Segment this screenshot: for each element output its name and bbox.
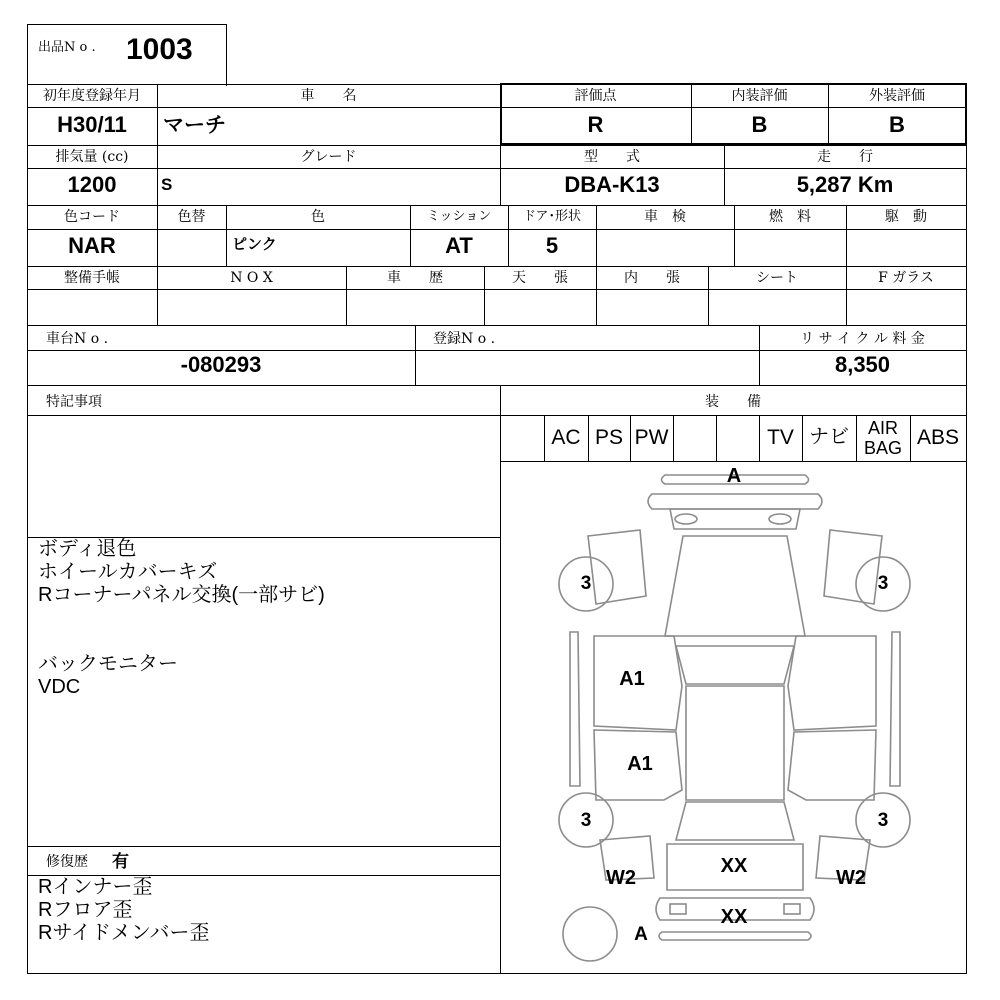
spare-tire-icon [563,907,617,961]
equip-pw: PW [634,426,669,449]
windshield-shape [676,646,794,684]
mark-rear: A [634,924,648,945]
left-side-step-shape [570,632,580,786]
equip-ac: AC [551,426,581,449]
transmission-value: AT [445,233,473,258]
interior-trim-label: 内 張 [624,270,680,286]
first-reg-label: 初年度登録年月 [43,88,141,104]
inspection-label: 車 検 [644,209,686,225]
right-front-door-shape [788,636,876,730]
equip-navi: ナビ [809,426,849,448]
color-label: 色 [311,209,325,225]
sunroof-label: 天 張 [512,270,568,286]
mark-rear-right: W2 [836,867,866,889]
hood-shape [665,536,805,636]
fuel-label: 燃 料 [769,209,811,225]
mark-rear-bumper: XX [720,906,748,928]
rear-window-shape [676,802,794,840]
mark-tire-fr: 3 [877,573,889,594]
car-name-value: マーチ [163,114,226,137]
grade-label: グレード [300,149,357,165]
mark-tire-rl: 3 [580,810,592,831]
score-label: 評価点 [574,88,617,104]
transmission-label: ミッション [426,209,492,224]
car-name-label: 車 名 [300,88,357,104]
recycle-fee-label: リ サ イ ク ル 料 金 [800,331,925,347]
score-value: R [587,112,604,137]
mark-rear-left: W2 [606,867,636,889]
mark-tire-rr: 3 [877,810,889,831]
interior-grade-value: B [751,112,768,137]
right-rear-door-shape [788,730,876,800]
mark-rear-window: XX [720,855,748,877]
roof-shape [686,686,784,800]
chassis-no-label: 車台N o . [46,331,109,347]
exterior-grade-value: B [889,112,905,137]
front-panel-shape [670,509,800,529]
headlight-left-icon [675,514,697,524]
remarks-label: 特記事項 [46,394,102,410]
model-value: DBA-K13 [564,172,660,197]
color-code-label: 色コード [64,209,120,225]
mileage-label: 走 行 [817,149,873,165]
color-value: ピンク [232,236,277,253]
history-label: 車 歴 [387,270,443,286]
equip-abs: ABS [916,426,960,449]
first-reg-value: H30/11 [57,112,127,137]
equip-airbag: AIR BAG [863,418,902,458]
repair-history-value: 有 [112,852,129,871]
interior-grade-label: 内装評価 [731,88,788,104]
registration-no-label: 登録N o . [433,331,496,347]
exterior-grade-label: 外装評価 [869,88,925,104]
mark-tire-fl: 3 [580,573,592,594]
equipment-label: 装 備 [705,394,761,410]
headlight-right-icon [769,514,791,524]
mileage-value: 5,287 Km [796,172,894,197]
equip-tv: TV [767,426,794,449]
color-code-value: NAR [68,233,116,258]
remarks-notes: ボディ退色 ホイールカバーキズ Rコーナーパネル交換(一部サビ) バックモニター VDC [38,538,325,698]
seat-label: シート [756,270,798,286]
mark-left-front-door: A1 [619,668,645,690]
mark-left-rear-door: A1 [627,753,653,775]
right-side-step-shape [890,632,900,786]
doors-label: ドア･形状 [522,209,582,224]
front-grille-shape [648,494,822,509]
taillight-right-icon [784,904,800,914]
drive-label: 駆 動 [885,209,927,225]
repair-notes: Rインナー歪 Rフロア歪 Rサイドメンバー歪 [38,876,210,944]
f-glass-label: F ガラス [878,270,934,286]
color-change-label: 色替 [177,209,206,225]
displacement-label: 排気量 (cc) [55,149,129,165]
nox-label: N O X [230,270,273,286]
taillight-left-icon [670,904,686,914]
service-book-label: 整備手帳 [64,270,120,286]
displacement-value: 1200 [67,172,117,197]
rear-skirt-shape [659,932,811,940]
equip-ps: PS [594,426,623,449]
model-label: 型 式 [584,149,640,165]
chassis-no-value: -080293 [180,352,262,377]
recycle-fee-value: 8,350 [834,352,891,377]
lot-label: 出品N o . [38,40,96,55]
lot-number: 1003 [126,33,193,66]
mark-front: A [726,465,742,487]
grade-value: S [161,175,173,194]
doors-value: 5 [545,233,559,258]
repair-history-label: 修復歴 [46,854,88,870]
